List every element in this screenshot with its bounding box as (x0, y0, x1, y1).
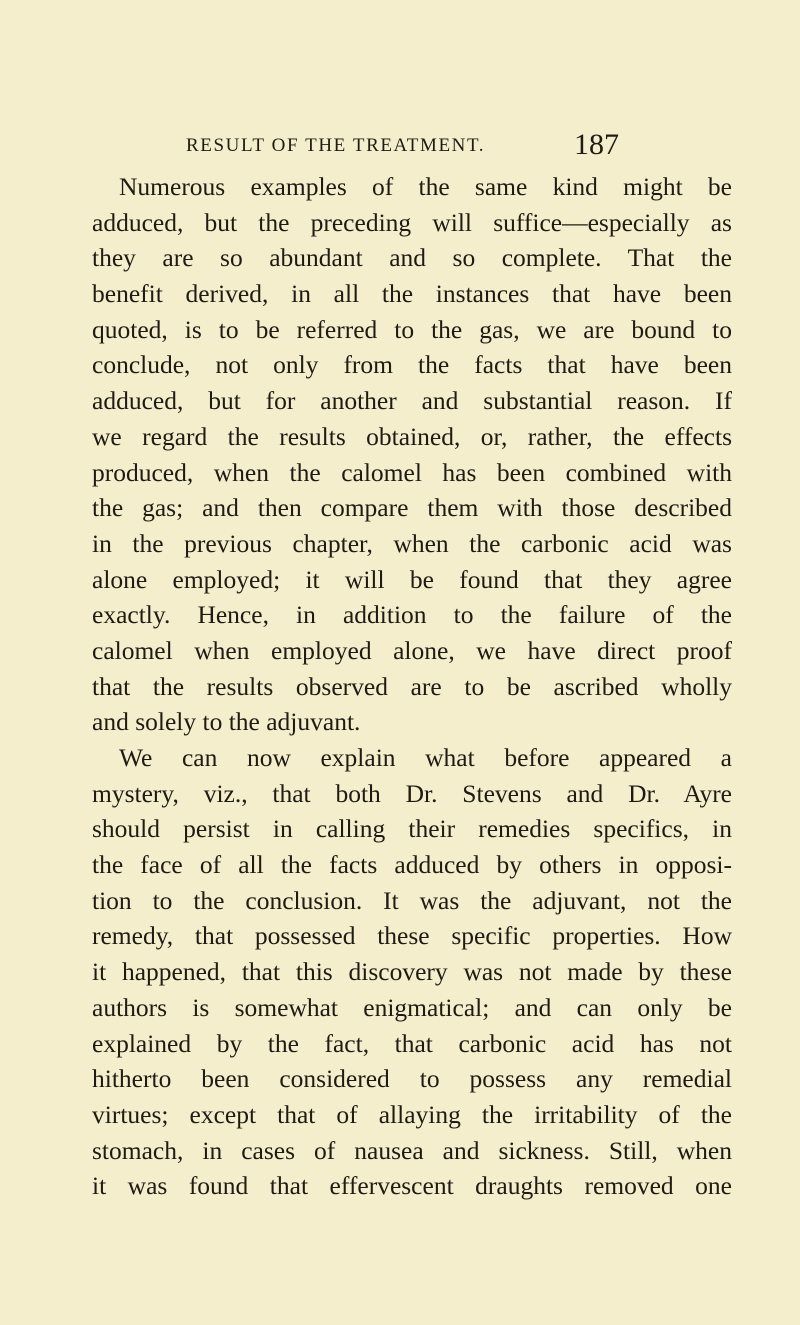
text-line: adduced, but the preceding will suffice—especially as (92, 207, 732, 237)
text-line: mystery, viz., that both Dr. Stevens and Dr. Ayre (92, 778, 732, 808)
text-line: that the results observed are to be ascribed wholly (92, 671, 732, 701)
text-line: it was found that effervescent draughts removed one (92, 1171, 732, 1201)
text-line: conclude, not only from the facts that have been (92, 350, 732, 380)
text-line: the face of all the facts adduced by others in opposi- (92, 850, 732, 880)
text-line: in the previous chapter, when the carbonic acid was (92, 528, 732, 558)
text-line: stomach, in cases of nausea and sickness. Still, when (92, 1135, 732, 1165)
text-line: Numerous examples of the same kind might be (119, 172, 732, 201)
text-line: tion to the conclusion. It was the adjuvant, not the (92, 885, 732, 915)
text-line: alone employed; it will be found that they agree (92, 564, 732, 594)
text-line: they are so abundant and so complete. That the (92, 243, 732, 273)
text-line: the gas; and then compare them with those described (92, 493, 732, 523)
running-head: RESULT OF THE TREATMENT. (186, 135, 486, 156)
body-text (92, 169, 732, 1204)
text-line: We can now explain what before appeared a (119, 743, 732, 772)
text-line: we regard the results obtained, or, rather, the effects (92, 421, 732, 451)
page-number: 187 (574, 128, 619, 161)
text-line: should persist in calling their remedies specifics, in (92, 814, 732, 844)
text-line: benefit derived, in all the instances that have been (92, 279, 732, 309)
text-line: produced, when the calomel has been combined with (92, 457, 732, 487)
text-line: exactly. Hence, in addition to the failure of the (92, 600, 732, 630)
text-line: and solely to the adjuvant. (92, 707, 361, 737)
page-header (90, 128, 740, 163)
text-line: adduced, but for another and substantial reason. If (92, 386, 732, 416)
text-line: it happened, that this discovery was not made by these (92, 957, 732, 987)
text-line: hitherto been considered to possess any remedial (92, 1064, 732, 1094)
text-line: explained by the fact, that carbonic acid has not (92, 1028, 732, 1058)
text-line: remedy, that possessed these specific properties. How (92, 921, 732, 951)
text-line: quoted, is to be referred to the gas, we are bound to (92, 314, 732, 344)
text-line: calomel when employed alone, we have direct proof (92, 635, 732, 665)
text-line: authors is somewhat enigmatical; and can only be (92, 992, 732, 1022)
text-line: virtues; except that of allaying the irritability of the (92, 1099, 732, 1129)
